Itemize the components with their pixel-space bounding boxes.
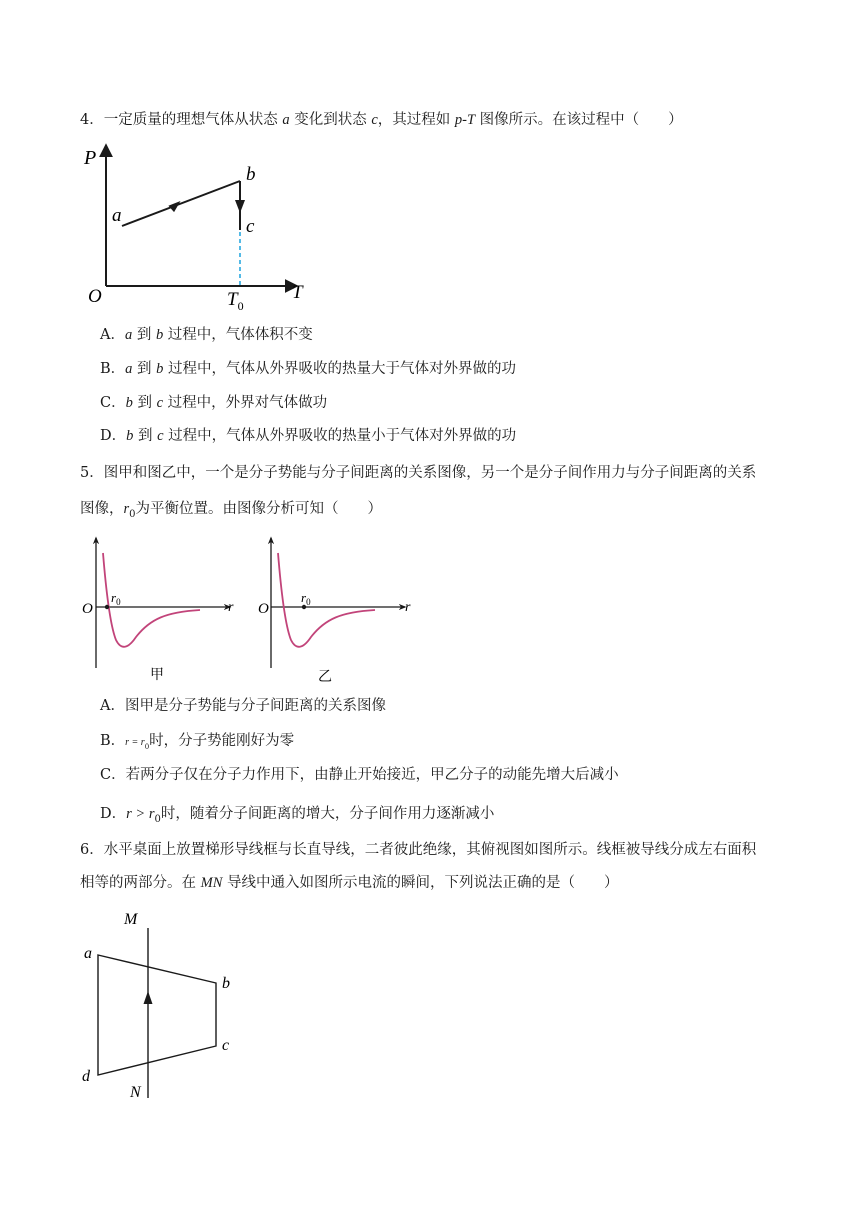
- q5-left-label-r0: $r_0$: [111, 590, 121, 607]
- q4-option-c[interactable]: C．b 到 c 过程中，外界对气体做功: [100, 395, 328, 411]
- q6-number: 6．: [80, 842, 104, 858]
- q4-label-P: P: [84, 147, 97, 169]
- q6-stem-line1: 6．水平桌面上放置梯形导线框与长直导线，二者彼此绝缘，其俯视图如图所示。线框被导线分成左右面积: [80, 842, 757, 858]
- q4-label-O: O: [88, 286, 102, 307]
- q6-current-arrow: [144, 991, 153, 1004]
- q4-stem: 4．一定质量的理想气体从状态 a 变化到状态 c，其过程如 p-T 图像所示。在该过程中（ ）: [80, 112, 683, 128]
- q5-left-label-O: O: [82, 601, 93, 617]
- q4-number: 4．: [80, 112, 104, 128]
- q5-left-caption: 甲: [150, 668, 164, 683]
- q6-stem-line2: 相等的两部分。在 MN 导线中通入如图所示电流的瞬间，下列说法正确的是（ ）: [80, 875, 619, 891]
- q5-option-d[interactable]: D．$r > r_0$时，随着分子间距离的增大，分子间作用力逐渐减小: [100, 806, 495, 825]
- q6-label-b: b: [222, 975, 230, 992]
- q5-number: 5．: [80, 465, 104, 481]
- q6-label-N: N: [130, 1084, 141, 1101]
- q5-right-label-O: O: [258, 601, 269, 617]
- q5-option-a[interactable]: A．图甲是分子势能与分子间距离的关系图像: [100, 698, 386, 714]
- q5-right-label-r: r: [405, 600, 411, 615]
- q4-label-T0: $T_0$: [227, 289, 244, 313]
- q5-left-label-r: r: [228, 600, 234, 615]
- q4-label-c: c: [246, 216, 255, 237]
- q5-right-caption: 乙: [318, 670, 332, 685]
- q4-option-b[interactable]: B．a 到 b 过程中，气体从外界吸收的热量大于气体对外界做的功: [100, 361, 516, 377]
- q6-trapezoid-frame: [98, 955, 216, 1075]
- q6-label-a: a: [84, 945, 92, 962]
- q6-label-M: M: [124, 911, 138, 928]
- q4-label-T: T: [292, 282, 303, 303]
- q4-label-a: a: [112, 205, 122, 226]
- q5-stem-line2: 图像，$r_0$为平衡位置。由图像分析可知（ ）: [80, 501, 383, 520]
- q5-option-b[interactable]: B．$r = r_0$时，分子势能刚好为零: [100, 733, 295, 751]
- q5-stem-line1: 5．图甲和图乙中，一个是分子势能与分子间距离的关系图像，另一个是分子间作用力与分子间距离的关系: [80, 465, 757, 481]
- q4-option-d[interactable]: D．b 到 c 过程中，气体从外界吸收的热量小于气体对外界做的功: [100, 428, 517, 444]
- q6-label-d: d: [82, 1068, 90, 1085]
- q4-label-b: b: [246, 164, 256, 185]
- q5-option-c[interactable]: C．若两分子仅在分子力作用下，由静止开始接近，甲乙分子的动能先增大后减小: [100, 767, 619, 783]
- q6-label-c: c: [222, 1037, 230, 1054]
- q4-option-a[interactable]: A．a 到 b 过程中，气体体积不变: [100, 327, 313, 343]
- q5-right-label-r0: $r_0$: [301, 590, 311, 607]
